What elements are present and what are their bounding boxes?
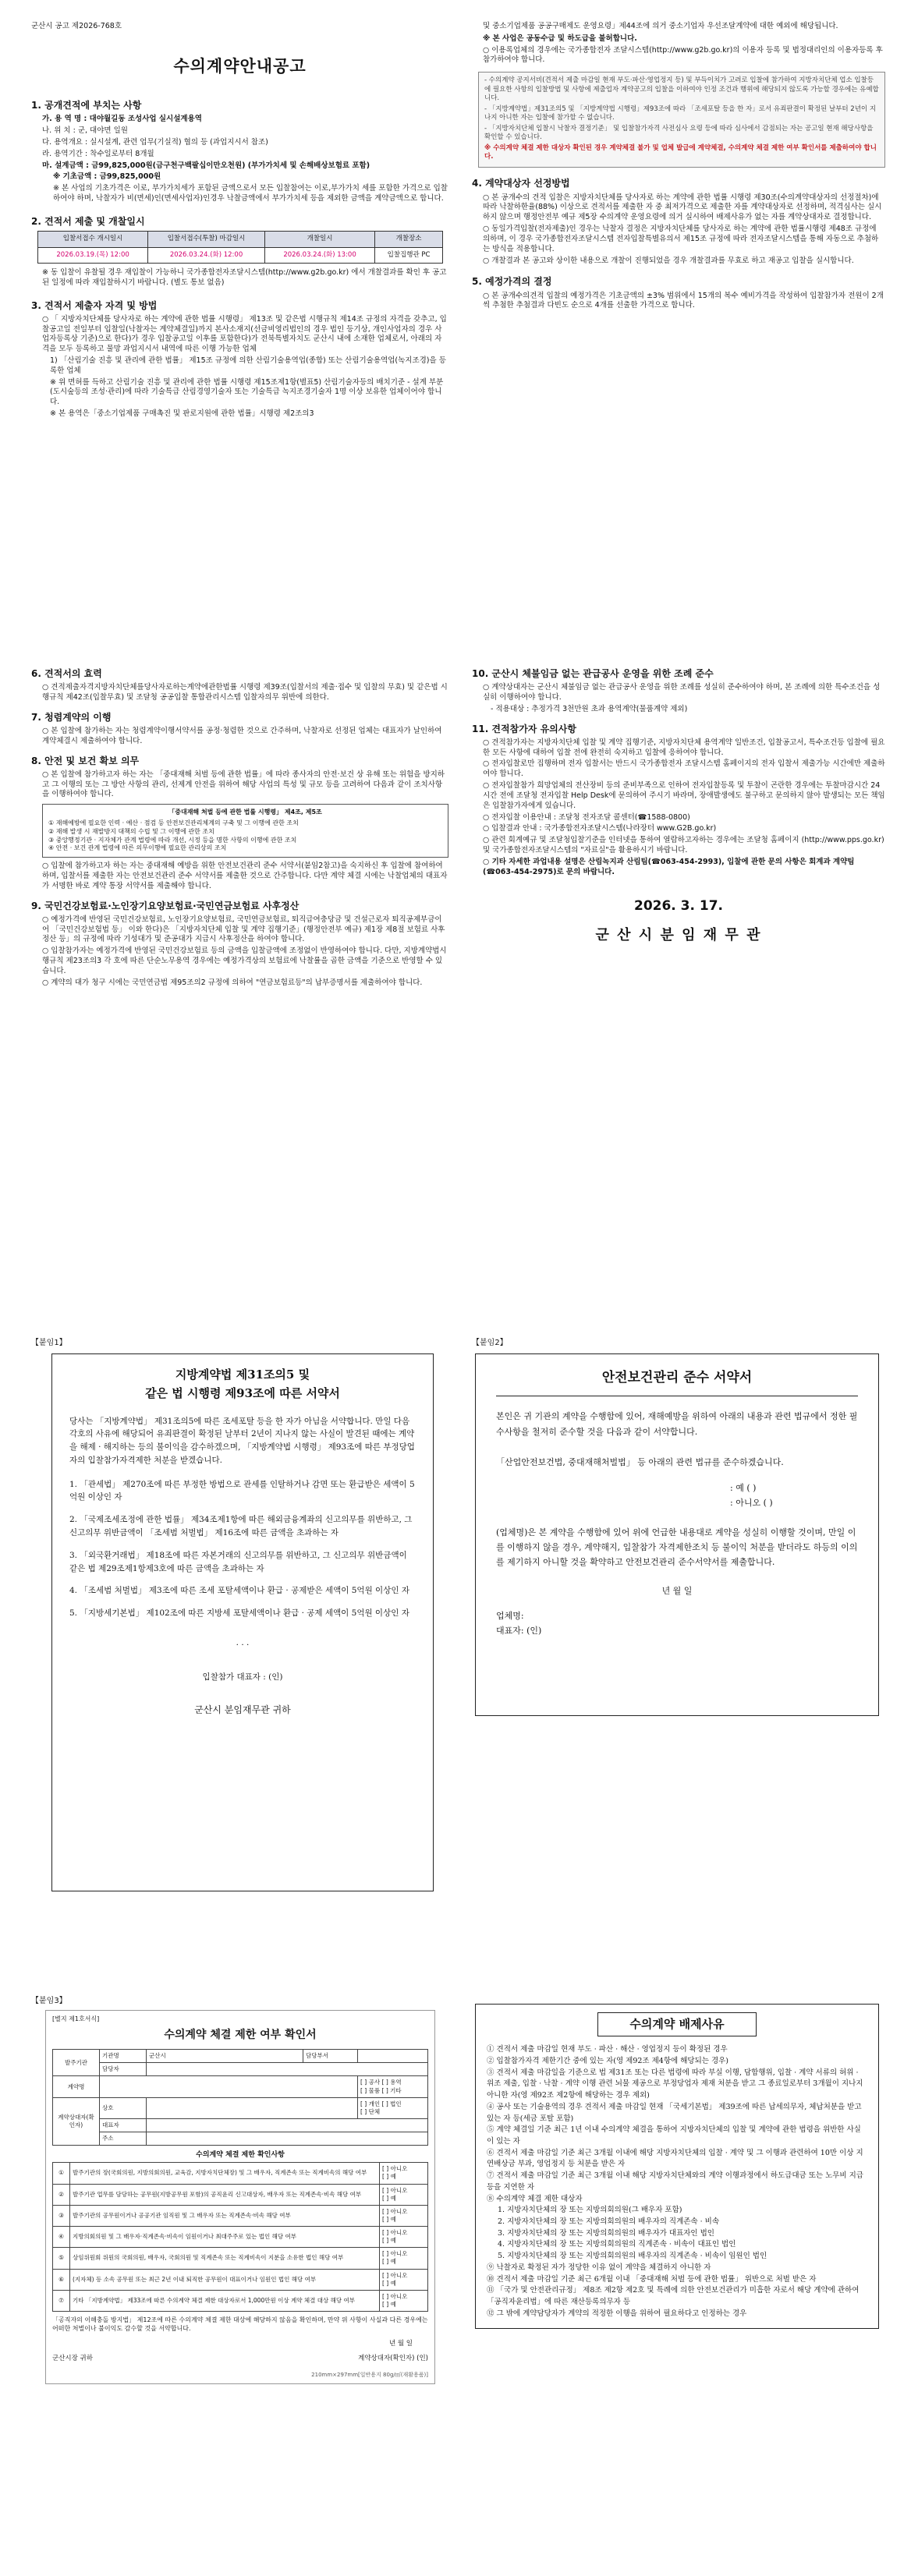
att3-check-row: ⑤ 상임위원회 위원의 국회의원, 배우자, 국회의원 및 직계존속 또는 직계비속이 지분을 소유한 법인 해당 여부 [ ] 아니오 [ ] 예 — [53, 2248, 428, 2269]
s8-box-item-3: ③ 중앙행정기관 · 지자체가 관계 법령에 따라 개선, 시정 등을 명한 사항의 이행에 관한 조치 — [48, 836, 297, 844]
att1-item-3: 3. 「외국환거래법」 제18조에 따른 자본거래의 신고의무를 위반하고, 그 신고의무 위반금액이 같은 법 제29조제1항제3호에 따른 금액을 초과하는 자 — [69, 1550, 407, 1573]
s1-amount-label: 마. 설계금액 : — [42, 161, 92, 170]
att3-label-org: 기관명 — [100, 2050, 147, 2063]
s1-service-name: 가. 용 역 명 : 대야월길동 조성사업 실시설계용역 — [42, 115, 202, 124]
attachment-4 — [472, 2004, 889, 2329]
att3-opt-corporation[interactable]: [ ] 법인 — [381, 2100, 402, 2107]
att3-form — [45, 2010, 435, 2385]
att3-section-title: 수의계약 체결 제한 확인사항 — [196, 2151, 285, 2160]
att3-question-2: 발주기관 업무를 담당하는 공무원(지방공무원 포함)의 공직윤리 신고대상자, 배우자 또는 직계존속·비속 해당 여부 — [70, 2184, 380, 2205]
notice-date: 2026. 3. 17. — [633, 898, 723, 915]
att2-title: 안전보건관리 준수 서약서 — [496, 1367, 858, 1397]
att1-title-1: 지방계약법 제31조의5 및 — [175, 1367, 310, 1382]
schedule-head-opening: 개찰일시 — [264, 232, 374, 247]
att3-footer: 「공직자의 이해충돌 방지법」 제12조에 따른 수의계약 체결 제한 대상에 해당하지 않음을 확인하며, 만약 위 사항이 사실과 다른 경우에는 어떠한 처벌이나 불이익도 감수할 것을 서약합니다. — [52, 2316, 428, 2332]
att2-date: 년 월 일 — [661, 1586, 693, 1597]
s11-notice-3: ○ 전자입찰참가 희망업체의 전산장비 등의 준비부족으로 인하여 전자입찰등록 및 투찰이 곤란한 경우에는 투찰마감시간 24시간 전에 조달청 전자입찰 Help Desk에 문의하여 주시기 바라며, 장애발생에도 불구하고 문의하지 않아 발생되는 모든 책임은 입찰참가자에게 있습니다. — [483, 781, 885, 810]
att1-signature: 입찰참가 대표자 : (인) — [202, 1672, 283, 1682]
note-3: - 「지방자치단체 입찰시 낙찰자 결정기준」 및 입찰참가자격 사전심사 요령 등에 따라 심사에서 감점되는 자는 공고일 현재 해당사항을 확인할 수 있습니다. — [484, 124, 874, 142]
schedule-head-close: 입찰서접수(투찰) 마감일시 — [148, 232, 265, 247]
section-6-heading: 6. 견적서의 효력 — [31, 668, 102, 679]
att4-item: ⑫ 그 밖에 계약담당자가 계약의 적정한 이행을 위하여 필요하다고 인정하는 경우 — [487, 2309, 747, 2318]
s8-box-item-4: ④ 안전 · 보건 관계 법령에 따른 의무이행에 필요한 관리상의 조치 — [48, 844, 227, 852]
schedule-head-open: 입찰서접수 개시일시 — [38, 232, 148, 247]
att4-item: ⑨ 낙찰자로 확정된 자가 정당한 이유 없이 계약을 체결하지 아니한 자 — [487, 2263, 711, 2272]
att4-item: ⑧ 수의계약 체결 제한 대상자 — [487, 2194, 583, 2203]
att3-q1-no[interactable]: [ ] 아니오 — [382, 2165, 408, 2173]
page-title: 수의계약안내공고 — [173, 56, 307, 76]
att3-signature-row — [52, 2355, 428, 2363]
att3-question-4: 지방의회의원 및 그 배우자·직계존속·비속이 임원이거나 최대주주로 있는 법인 해당 여부 — [70, 2227, 380, 2248]
att3-check-row: ③ 발주기관의 공무원이거나 공공기관 임직원 및 그 배우자 또는 직계존속·비속 해당 여부 [ ] 아니오 [ ] 예 — [53, 2205, 428, 2226]
s7-integrity: ○ 본 입찰에 참가하는 자는 청렴계약이행서약서를 공정·청렴한 것으로 간주하며, 낙찰자로 선정된 업체는 대표자가 날인하여 계약체결시 제출하여야 합니다. — [42, 727, 442, 745]
s3-staff-req: ※ 위 면허를 득하고 산림기술 진흥 및 관리에 관한 법률 시행령 제15조제1항(별표5) 산림기술자등의 배치기준 - 설계 부분(도시숲등의 조성·관리)에 따라 기술특급 산림경영기술자 또는 기술특급 녹지조경기술자 1명 이상 보유한 업체이어야 합니다. — [50, 377, 444, 407]
att1-item-5: 5. 「지방세기본법」 제102조에 따른 지방세 포탈세액이나 환급 · 공제 세액이 5억원 이상인 자 — [69, 1608, 409, 1619]
att3-opt-group[interactable]: [ ] 단체 — [360, 2107, 381, 2115]
att3-check-row: ② 발주기관 업무를 담당하는 공무원(지방공무원 포함)의 공직윤리 신고대상자, 배우자 또는 직계존속·비속 해당 여부 [ ] 아니오 [ ] 예 — [53, 2184, 428, 2205]
s9-insurance-1: ○ 예정가격에 반영된 국민건강보험료, 노인장기요양보험료, 국민연금보험료, 퇴직급여충당금 및 건설근로자 퇴직공제부금이어 「국민건강보험법 등」 이와 한다)은 「지방자치단체 입찰 및 계약 집행기준」(행정안전부 예규) 제1장 제8절 보험료 사후정산 등」의 규정에 따라 기성대가 및 준공대가 지급시 사후정산을 하여야 합니다. — [42, 915, 445, 944]
schedule-head-place: 개찰장소 — [375, 232, 443, 247]
att4-subitem: 2. 지방자치단체의 장 또는 지방의회의원의 배우자의 직계존속 · 비속 — [498, 2217, 720, 2227]
note-2: - 「지방계약법」제31조의5 및 「지방계약법 시행령」제93조에 따라 「조세포탈 등을 한 자」로서 유죄판결이 확정된 날부터 2년이 지나지 아니한 자는 입찰에 참가할 수 없습니다. — [484, 104, 877, 122]
att4-item: ⑪ 「국가 및 안전관리규정」 제8조 제2항 제2호 및 특례에 의한 안전보건관리가 미흡한 자로서 해당 계약에 관하여 「공직자윤리법」에 따른 재산등록의무자 등 — [487, 2286, 860, 2307]
att3-row-contractor: 계약상대자(확인자) — [53, 2097, 100, 2146]
s11-notice-1: ○ 견적참가자는 지방자치단체 입찰 및 계약 집행기준, 지방자치단체 용역계약 일반조건, 입찰공고서, 특수조건등 입찰에 필요한 모든 사항에 대하여 입찰 전에 완전히 숙지하고 입찰에 응하여야 합니다. — [483, 738, 885, 757]
att1-date: · · · — [236, 1640, 250, 1651]
att3-ceo-value[interactable] — [147, 2118, 428, 2132]
s4-invalid: ○ 개찰결과 본 공고와 상이한 내용으로 개찰이 진행되었을 경우 개찰결과를 무효로 하고 재공고 입찰을 실시합니다. — [483, 256, 854, 265]
att3-project-value[interactable] — [100, 2076, 358, 2097]
att3-person-value[interactable] — [147, 2063, 428, 2076]
schedule-table — [37, 231, 443, 264]
section-8-heading: 8. 안전 및 보건 확보 의무 — [31, 755, 140, 766]
att3-dept-value[interactable] — [358, 2050, 428, 2063]
att3-org-name: 군산시 — [147, 2050, 303, 2063]
att3-form-number: [별지 제1호서식] — [52, 2015, 100, 2022]
section-9-heading: 9. 국민건강보험료·노인장기요양보험료·국민연금보험료 사후정산 — [31, 900, 300, 911]
att1-intro: 당사는 「지방계약법」 제31조의5에 따른 조세포탈 등을 한 자가 아님을 서약합니다. 만일 다음 각호의 사유에 해당되어 유죄판결이 확정된 날부터 2년이 지나지 않는 사실이 발견된 때에는 계약을 해제 · 해지하는 등의 불이익을 감수하겠으며, 「지방계약법 시행령」 제93조에 따른 부정당업자의 입찰참가자격제한 처분을 받겠습니다. — [69, 1416, 415, 1465]
att1-tag: 【붙임1】 — [31, 1339, 67, 1347]
att3-row-org: 발주기관 — [53, 2050, 100, 2076]
att3-address-value[interactable] — [147, 2132, 428, 2146]
att4-item: ⑩ 견적서 제출 마감일 기준 최근 6개월 이내 「중대재해 처벌 등에 관한 법률」 위반으로 처벌 받은 자 — [487, 2274, 817, 2284]
s3-sme-note: ※ 본 용역은「중소기업제품 구매촉진 및 판로지원에 관한 법률」시행령 제2조의3 — [50, 409, 314, 419]
notice-left-column — [31, 22, 448, 421]
s9-insurance-2: ○ 입찰참가자는 예정가격에 반영된 국민건강보험료 등의 금액을 입찰금액에 조정없이 반영하여야 합니다. 다만, 지방계약법시행규칙 제23조의3 각 호에 따른 단순노무용역 경우에는 예정가격상의 보험료에 낙찰률을 곱한 금액을 기준으로 반영할 수 있습니다. — [42, 947, 447, 975]
att1-title-2: 같은 법 시행령 제93조에 따른 서약서 — [145, 1385, 340, 1400]
att3-signature: 계약상대자(확인자) (인) — [358, 2355, 428, 2363]
attachment-3 — [31, 1996, 456, 2384]
att3-tag: 【붙임3】 — [31, 1997, 67, 2005]
att3-q1-yes[interactable]: [ ] 예 — [382, 2173, 396, 2181]
schedule-opening: 2026.03.24.(화) 13:00 — [264, 247, 374, 263]
att4-list — [487, 2044, 867, 2319]
att3-question-7: 기타 「지방계약법」 제33조에 따른 수의계약 체결 제한 대상자로서 1,000만원 이상 계약 체결 대상 해당 여부 — [70, 2290, 380, 2311]
s8-box-title: 「중대재해 처벌 등에 관한 법률 시행령」 제4조, 제5조 — [168, 809, 322, 816]
s1-period: 라. 용역기간 : 착수일로부터 8개월 — [42, 149, 154, 158]
att4-subitem: 3. 지방자치단체의 장 또는 지방의회의원의 배우자가 대표자인 법인 — [498, 2228, 714, 2238]
att3-q7-yes[interactable]: [ ] 예 — [382, 2300, 396, 2308]
att3-q6-yes[interactable]: [ ] 예 — [382, 2279, 396, 2287]
att2-no[interactable]: : 아니오 ( ) — [730, 1498, 773, 1509]
s3-registration: ○ 이용록업체의 경우에는 국가종합전자 조달시스템(http://www.g2b.go.kr)의 이용자 등록 및 법정대리인의 이용자등록 후 참가하여야 합니다. — [483, 45, 883, 65]
att2-para-1: 본인은 귀 기관의 계약을 수행함에 있어, 재해예방을 위하여 아래의 내용과 관련 법규에서 정한 필수사항을 철저히 준수할 것을 다음과 같이 서약합니다. — [496, 1411, 858, 1437]
att1-item-1: 1. 「관세법」 제270조에 따른 부정한 방법으로 관세를 인탈하거나 감면 또는 환급받은 세액이 5억원 이상인 자 — [69, 1479, 415, 1502]
s2-rebid-note: ※ 동 입찰이 유찰될 경우 재입찰이 가능하니 국가종합전자조달시스템(http://www.g2b.go.kr) 에서 개찰결과를 확인 후 공고된 일정에 따라 재입찰하시기 바랍니다. (별도 통보 없음) — [42, 267, 447, 287]
s11-notice-2: ○ 전자입찰로만 집행하며 전자 입찰서는 반드시 국가종합전자 조달시스템 홈페이지의 전자 입찰서 제출가능 시간에만 제출하여야 합니다. — [483, 759, 885, 779]
notice-left-lower — [31, 663, 448, 990]
s5-price: ○ 본 공개수의견적 입찰의 예정가격은 기초금액의 ±3% 범위에서 15개의 복수 예비가격을 작성하여 입찰참가자 전원이 2개씩 추첨한 추첨결과 다빈도 순으로 4개를 선출한 가격으로 합니다. — [483, 291, 884, 310]
att3-addressee: 군산시장 귀하 — [52, 2355, 93, 2363]
att3-question-1: 발주기관의 장(국회의원, 지방의회의원, 교육감, 지방자치단체장) 및 그 배우자, 직계존속 또는 직계비속의 해당 여부 — [70, 2163, 380, 2184]
att3-q7-no[interactable]: [ ] 아니오 — [382, 2292, 408, 2300]
section-10-heading: 10. 군산시 체불임금 없는 관급공사 운영을 위한 조례 준수 — [472, 668, 714, 679]
issuer: 군 산 시 분 임 재 무 관 — [595, 927, 762, 944]
s1-base-amount: ※ 기초금액 : 금99,825,000원 — [53, 172, 161, 182]
att3-opt-other[interactable]: [ ] 기타 — [381, 2086, 402, 2094]
schedule-close: 2026.03.24.(화) 12:00 — [148, 247, 265, 263]
schedule-place: 입찰집행관 PC — [375, 247, 443, 263]
att3-label-dept: 담당부서 — [303, 2050, 358, 2063]
s1-overview: 다. 용역개요 : 실시설계, 관련 업무(기실적) 협의 등 (과업지시서 참조) — [42, 137, 268, 147]
att1-item-4: 4. 「조세범 처벌법」 제3조에 따른 조세 포탈세액이나 환급 · 공제받은 세액이 5억원 이상인 자 — [69, 1586, 409, 1596]
att4-item: ⑤ 계약 체결일 기준 최근 1년 이내 수의계약 체결을 통하여 지방자치단체의 입찰 및 계약에 관한 법령을 위반한 사실이 있는 자 — [487, 2125, 861, 2146]
att1-addressee: 군산시 분임재무관 귀하 — [194, 1704, 291, 1715]
att4-item: ④ 공사 또는 기술용역의 경우 견적서 제출 마감일 현재 「국세기본법」 제39조에 따른 납세의무자, 체납처분을 받고 있는 자 등(세금 포탈 포함) — [487, 2102, 862, 2123]
att2-yes[interactable]: : 예 ( ) — [730, 1483, 757, 1493]
section-5-heading: 5. 예정가격의 결정 — [472, 276, 552, 288]
att4-subitem: 4. 지방자치단체의 장 또는 지방의회의원의 직계존속 · 비속이 대표인 법인 — [498, 2240, 736, 2249]
note-1: - 수의계약 공지서비(견적서 제출 마감일 현재 부도·파산·영업정지 등) 및 부득이치가 고려로 입찰에 참가하여 지방자치단체 업소 입찰등에 필요한 사항의 입찰방법 및 사항에 제출업자 계약공고의 입찰을 이하여야 인정 조건과 행위에 해당되지 않도록 가능할 경우에는 유예합니다. — [484, 76, 879, 103]
att3-q2-yes[interactable]: [ ] 예 — [382, 2194, 396, 2202]
att4-item: ⑦ 견적서 제출 마감일 기준 최근 3개월 이내 해당 지방자치단체와의 계약 이행과정에서 하도급대금 또는 노무비 지급 등을 지연한 자 — [487, 2171, 863, 2192]
s3-license: 1) 「산림기술 진흥 및 관리에 관한 법률」 제15조 규정에 의한 산림기술용역업(종합) 또는 산림기술용역업(녹지조경)을 등록한 업체 — [50, 356, 446, 375]
s3-joint-ban: ※ 본 사업은 공동수급 및 하도급을 불허합니다. — [483, 34, 637, 43]
att3-date: 년 월 일 — [388, 2339, 413, 2348]
notice-right-lower — [472, 663, 885, 946]
att1-frame — [51, 1353, 434, 1891]
att3-title: 수의계약 체결 제한 여부 확인서 — [164, 2029, 317, 2042]
s3-sme-continued: 및 중소기업제품 공공구매제도 운영요령」제44조에 의거 중소기업자 우선조달계약에 대한 예외에 해당됩니다. — [483, 22, 838, 30]
notice-right-column — [472, 22, 885, 313]
att3-check-row: ④ 지방의회의원 및 그 배우자·직계존속·비속이 임원이거나 최대주주로 있는 법인 해당 여부 [ ] 아니오 [ ] 예 — [53, 2227, 428, 2248]
att3-q3-no[interactable]: [ ] 아니오 — [382, 2207, 408, 2215]
section-3-heading: 3. 견적서 제출자 자격 및 방법 — [31, 299, 158, 311]
section-4-heading: 4. 계약대상자 선정방법 — [472, 178, 570, 189]
s11-contact: ○ 기타 자세한 과업내용 설명은 산림녹지과 산림팀(☎063-454-2993), 입찰에 관한 문의 사항은 회계과 계약팀(☎063-454-2975)로 문의 바랍니다. — [483, 857, 855, 876]
att3-question-3: 발주기관의 공무원이거나 공공기관 임직원 및 그 배우자 또는 직계존속·비속 해당 여부 — [70, 2205, 380, 2226]
qualification-note-box — [478, 72, 885, 168]
att3-check-row: ① 발주기관의 장(국회의원, 지방의회의원, 교육감, 지방자치단체장) 및 그 배우자, 직계존속 또는 직계비속의 해당 여부 [ ] 아니오 [ ] 예 — [53, 2163, 428, 2184]
att4-frame — [475, 2004, 879, 2329]
att3-paper-size: 210mm×297mm[일반용지 80g/㎡(재활용품)] — [311, 2371, 428, 2378]
att1-item-2: 2. 「국제조세조정에 관한 법률」 제34조제1항에 따른 해외금융계좌의 신고의무를 위반하고, 그 신고의무 위반금액이 「조세범 처벌법」 제16조에 따른 금액을 초과하는 자 — [69, 1515, 413, 1538]
att4-title: 수의계약 배제사유 — [597, 2012, 756, 2036]
schedule-open: 2026.03.19.(목) 12:00 — [38, 247, 148, 263]
attachment-2 — [472, 1338, 889, 1716]
att3-opt-service[interactable]: [ ] 용역 — [381, 2079, 402, 2086]
s8-safety: ○ 본 입찰에 참가하고자 하는 자는 「중대재해 처벌 등에 관한 법률」에 따라 종사자의 안전·보건 상 유해 또는 위험을 방지하고 그 이행의 또는 그 방안 사항의 관리, 선제계 안전을 위하여 해당 사업의 특성 및 규모 등을 고려하여 다음과 같이 조치사항을 이행하여야 합니다. — [42, 770, 445, 799]
att3-q5-no[interactable]: [ ] 아니오 — [382, 2250, 408, 2258]
att3-party-table — [52, 2049, 428, 2146]
s11-references: ○ 관련 회계예규 및 조달청입찰기준을 인터넷을 통하여 열람하고자하는 경우에는 조달청 홈페이지 (http://www.pps.go.kr) 및 국가종합전자조달시스템의 "자료실"을 활용하시기 바랍니다. — [483, 836, 884, 855]
att3-check-table — [52, 2162, 428, 2312]
att3-q4-yes[interactable]: [ ] 예 — [382, 2237, 396, 2245]
s8-decree-box — [42, 804, 448, 858]
s10-scope: - 적용대상 : 추정가격 3천만원 초과 용역계약(물품계약 제외) — [491, 704, 688, 713]
s4-tie: ○ 동일가격입찰(전자제출)인 경우는 낙찰자 결정은 지방자치단체를 당사자로 하는 계약에 관한 법률시행령 제48조 규정에 의하며, 이 경우 국가종합전자조달시스템 전자입찰특별유의서 제15조 규정에 따라 전자조달시스템을 통해 자동으로 추첨하는 방식을 적용합니다. — [483, 225, 879, 253]
s1-vat-note: ※ 본 사업의 기초가격은 이로, 부가가치세가 포함된 금액으로서 모든 입찰참여는 이로,부가가치 세를 포함한 가격으로 입찰하여야 하며, 낙찰자가 비(면세)인(면세사업자)인경우 낙찰금액에서 부가가치세 등을 제외한 금액을 계약금액으로 합니다. — [53, 184, 448, 203]
att2-tag: 【붙임2】 — [472, 1339, 508, 1347]
notice-number: 군산시 공고 제2026-768호 — [31, 22, 122, 30]
att4-item: ⑥ 견적서 제출 마감일 기준 최근 3개월 이내에 해당 지방자치단체의 입찰 · 계약 및 그 이행과 관련하여 10만 이상 지연배상금 부과, 영업정지 등 처분을 받은 자 — [487, 2148, 863, 2169]
attachment-1 — [31, 1338, 452, 1891]
att2-para-2: 「산업안전보건법, 중대재해처벌법」 등 아래의 관련 법규를 준수하겠습니다. — [496, 1456, 784, 1467]
s8-box-item-2: ② 재해 발생 시 재발방지 대책의 수립 및 그 이행에 관한 조치 — [48, 827, 214, 835]
s11-results: ○ 입찰결과 안내 : 국가종합전자조달시스템(나라장터 www.G2B.go.kr) — [483, 824, 717, 833]
att3-check-row: ⑦ 기타 「지방계약법」 제33조에 따른 수의계약 체결 제한 대상자로서 1,000만원 이상 계약 체결 대상 해당 여부 [ ] 아니오 [ ] 예 — [53, 2290, 428, 2311]
att3-q3-yes[interactable]: [ ] 예 — [382, 2215, 396, 2223]
att3-type-options — [358, 2076, 428, 2097]
att3-opt-goods[interactable]: [ ] 물품 — [360, 2086, 381, 2094]
att3-row-project: 계약명 — [53, 2076, 100, 2097]
att4-subitem: 5. 지방자치단체의 장 또는 지방의회의원의 배우자의 직계존속 · 비속이 임원인 법인 — [498, 2252, 767, 2261]
att3-label-company: 상호 — [100, 2097, 147, 2118]
att3-q4-no[interactable]: [ ] 아니오 — [382, 2229, 408, 2237]
s4-selection: ○ 본 공개수의 견적 입찰은 지방자치단체를 당사자로 하는 계약에 관한 법률 시행령 제30조(수의계약대상자의 선정절차)에 따라 낙찰하한율(88%) 이상으로 견적서를 제출한 자 중 최저가격으로 제출한 자를 계약대상자로 선정하며, 적격심사는 실시하지 않으며 행정안전부 예규 제5장 수의계약 운영요령에 의거 실시하여 배제사유가 없는 자를 계약상대자로 결정합니다. — [483, 193, 882, 222]
att2-rep: 대표자: (인) — [496, 1625, 542, 1636]
att3-entity-options — [358, 2097, 428, 2118]
s8-pledge: ○ 입찰에 참가하고자 하는 자는 중대재해 예방을 위한 안전보건관리 준수 서약서(붙임2참고)을 숙지하신 후 입찰에 참여하여 하며, 입찰서를 제출한 자는 안전보건관리 준수 서약서를 제출한 것으로 간주합니다. 다만 계약 체결 시에는 낙찰업체의 대표자가 서명한 바로 계약 통장 서약서를 제출해야 합니다. — [42, 862, 448, 890]
s6-validity: ○ 견적제출자격지방자치단체를당사자로하는계약에관한법률 시행령 제39조(입찰서의 제출·접수 및 입찰의 무효) 및 같은법 시행규칙 제42조(입찰무효) 및 조달청 공공입찰 통합관리시스템 입찰자의무 위반에 의한다. — [42, 683, 448, 702]
section-7-heading: 7. 청렴계약의 이행 — [31, 711, 112, 723]
s8-box-item-1: ① 재해예방에 필요한 인력 · 예산 · 점검 등 안전보건관리체계의 구축 및 그 이행에 관한 조치 — [48, 819, 299, 827]
att3-company-value[interactable] — [147, 2097, 358, 2118]
att3-opt-construction[interactable]: [ ] 공사 — [360, 2079, 381, 2086]
section-11-heading: 11. 견적참가자 유의사항 — [472, 723, 576, 734]
att3-label-address: 주소 — [100, 2132, 147, 2146]
att2-frame — [475, 1353, 879, 1716]
section-1-heading: 1. 공개견적에 부치는 사항 — [31, 100, 142, 111]
att3-question-5: 상임위원회 위원의 국회의원, 배우자, 국회의원 및 직계존속 또는 직계비속이 지분을 소유한 법인 해당 여부 — [70, 2248, 380, 2269]
note-4: ※ 수의계약 체결 제한 대상자 확인된 경우 계약체결 불가 및 업체 발급에 계약체결, 수의계약 체결 제한 여부 확인서를 제출하여야 합니다. — [484, 143, 877, 161]
att4-subitem: 1. 지방자치단체의 장 또는 지방의회의원(그 배우자 포함) — [498, 2206, 682, 2215]
s3-qualification: ○ 「 지방자치단체를 당사자로 하는 계약에 관한 법률 시행령」 제13조 및 같은법 시행규칙 제14조 규정의 자격을 갖추고, 입찰공고일 전일부터 입찰일(낙찰자는 계약체결일)까지 본사소재지(선금비영리법인의 경우 법인 등기상, 개인사업자의 경우 사업자등록상 기준)으로 한다)가 경우 입찰공고일 이후를 포함한다)가 전북특별자치도 군산시 내에 소재한 업체로서, 아래의 자격을 모두 등록하고 물망 과업지시서 내역에 따른 이행 가능한 업체 — [42, 314, 447, 354]
att4-item: ① 견적서 제출 마감일 현재 부도 · 파산 · 해산 · 영업정지 등이 확정된 경우 — [487, 2045, 728, 2054]
att3-q6-no[interactable]: [ ] 아니오 — [382, 2271, 408, 2279]
s1-location: 나. 위 치 : 군, 대야면 일원 — [42, 126, 128, 136]
att3-label-ceo: 대표자 — [100, 2118, 147, 2132]
att4-item: ② 입찰참가자격 제한기간 중에 있는 자(영 제92조 제4항에 해당되는 경우) — [487, 2056, 729, 2065]
att3-q2-no[interactable]: [ ] 아니오 — [382, 2186, 408, 2194]
att3-q5-yes[interactable]: [ ] 예 — [382, 2258, 396, 2266]
s10-ordinance: ○ 계약상대자는 군산시 체불임금 없는 관급공사 운영을 위한 조례를 성실히 준수하여야 하며, 본 조례에 의한 특수조건을 성실히 이행하여야 합니다. — [483, 683, 881, 702]
att3-question-6: (지자체) 등 소속 공무원 또는 최근 2년 이내 퇴직한 공무원이 대표이거나 임원인 법인 해당 여부 — [70, 2269, 380, 2290]
s9-insurance-3: ○ 계약의 대가 청구 시에는 국민연금법 제95조의2 규정에 의하여 "연금보험료등"의 납부증명서를 제출하여야 합니다. — [42, 978, 423, 987]
att3-check-row: ⑥ (지자체) 등 소속 공무원 또는 최근 2년 이내 퇴직한 공무원이 대표이거나 임원인 법인 해당 여부 [ ] 아니오 [ ] 예 — [53, 2269, 428, 2290]
att2-para-3: (업체명)은 본 계약을 수행함에 있어 위에 언급한 내용대로 계약을 성실히 이행할 것이며, 만일 이를 이행하지 않을 경우, 계약해지, 입찰참가 자격제한조치 등 불이익 처분을 받더라도 하등의 이의를 제기하지 아니할 것을 확약하고 안전보건관리 준수서약서를 제출합니다. — [496, 1527, 858, 1567]
att2-company: 업체명: — [496, 1610, 524, 1621]
section-2-heading: 2. 견적서 제출 및 개찰일시 — [31, 215, 145, 227]
s1-amount-value: 금99,825,000원(금구천구백팔십이만오천원) (부가가치세 및 손해배상보험료 포함) — [91, 161, 370, 170]
s1-amount — [42, 161, 448, 172]
att4-item: ③ 견적서 제출 마감일을 기준으로 법 제31조 또는 다른 법령에 따라 부실 이행, 담합행위, 입찰 · 계약 서류의 허위 · 위조 제출, 입찰 · 낙찰 · 계약 이행 관련 뇌물 제공으로 부정당업자 제재 처분을 받고 그 종료일로부터 3개월이 지나지 아니한 자(영 제92조 제2항에 해당하는 경우 제외) — [487, 2068, 863, 2100]
s11-helpdesk: ○ 전자입찰 이용안내 : 조달청 전자조달 콜센터(☎1588-0800) — [483, 812, 690, 822]
att3-label-person: 담당자 — [100, 2063, 147, 2076]
att3-opt-individual[interactable]: [ ] 개인 — [360, 2100, 381, 2107]
